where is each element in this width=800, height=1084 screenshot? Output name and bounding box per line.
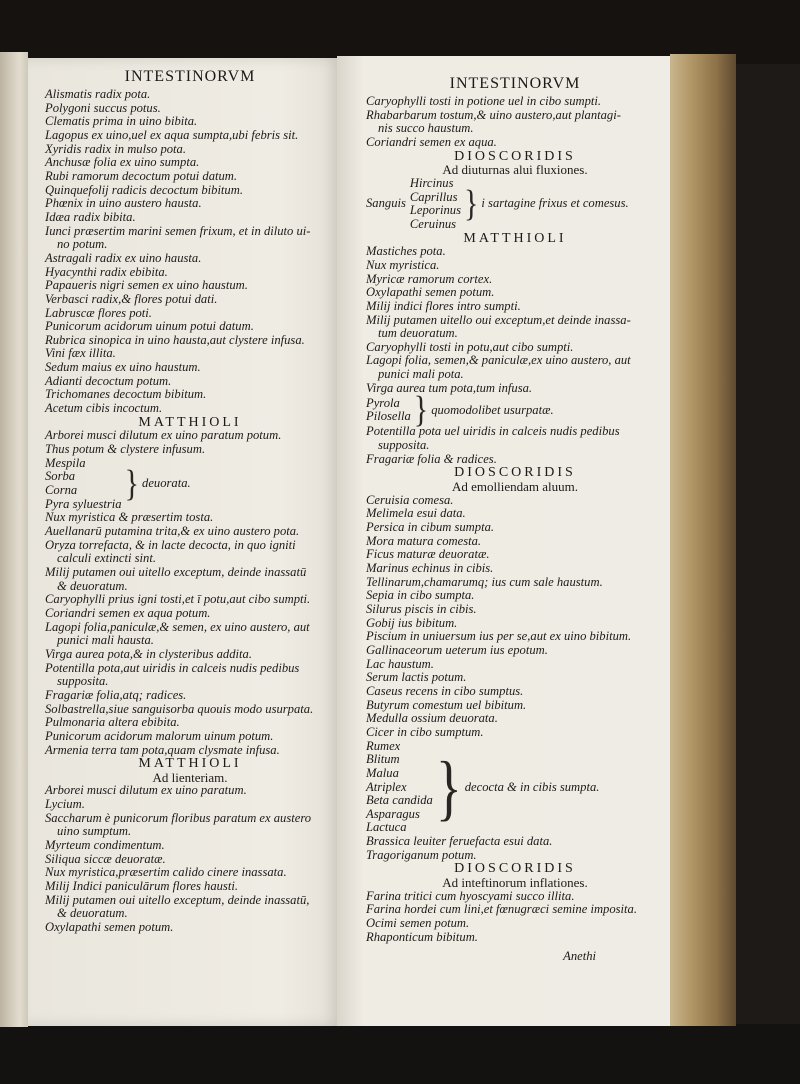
text-line: Punicorum acidorum malorum uinum potum. <box>45 728 274 743</box>
text-line: Fragariæ folia,atq; radices. <box>45 687 187 702</box>
curly-brace-icon: } <box>413 389 429 431</box>
group-items <box>366 740 433 836</box>
section-heading-dioscoridis: DIOSCORIDIS <box>454 148 576 164</box>
running-header-right: INTESTINORVM <box>449 75 581 92</box>
text-line: Quinquefolij radicis decoctum bibitum. <box>45 182 243 197</box>
text-line: Mora matura comesta. <box>366 533 482 548</box>
text-line: Rubi ramorum decoctum potui datum. <box>45 168 238 183</box>
right-list-d <box>366 494 664 740</box>
vegetable-group <box>366 740 664 836</box>
background-bottom <box>0 1024 800 1084</box>
text-line: Astragali radix ex uino hausta. <box>45 250 202 265</box>
group-item: Atriplex <box>366 779 407 794</box>
text-line: Ocimi semen potum. <box>366 916 470 931</box>
text-line: Trichomanes decoctum bibitum. <box>45 387 207 402</box>
text-line: Virga aurea pota,& in clysteribus addita. <box>45 646 252 661</box>
text-line: Rhabarbarum tostum,& uino austero,aut plantagi- <box>366 107 621 122</box>
text-line: Potentilla pota uel uiridis in calceis nudis pedibus <box>366 424 620 439</box>
group-items <box>45 457 122 512</box>
text-line: Clematis prima in uino bibita. <box>45 114 198 129</box>
text-line: Idæa radix bibita. <box>45 209 136 224</box>
text-line: supposita. <box>57 674 109 689</box>
text-line: Virga aurea tum pota,tum infusa. <box>366 380 533 395</box>
group-item: Asparagus <box>366 806 420 821</box>
book-fore-edge <box>670 54 736 1026</box>
group-item: Caprillus <box>409 189 458 204</box>
left-list-b <box>45 429 335 456</box>
text-line: Pulmonaria altera ebibita. <box>45 715 180 730</box>
text-line: Sepia in cibo sumpta. <box>366 588 475 603</box>
group-note: decocta & in cibis sumpta. <box>464 779 600 794</box>
text-line: Gallinaceorum ueterum ius epotum. <box>366 642 548 657</box>
text-line: Coriandri semen ex aqua. <box>366 134 497 149</box>
group-note: i sartagine frixus et comesus. <box>481 196 629 211</box>
text-line: Marinus echinus in cibis. <box>366 561 494 575</box>
text-line: tum deuoratum. <box>378 326 458 341</box>
text-line: Ceruisia comesa. <box>366 492 454 507</box>
group-item: Ceruinus <box>409 216 457 231</box>
right-column <box>366 75 664 964</box>
group-item: Beta candida <box>366 793 433 808</box>
text-line: Caryophylli tosti in potu,aut cibo sumpti. <box>366 339 574 354</box>
right-list-b <box>366 245 664 395</box>
text-line: Mastiches pota. <box>366 244 446 259</box>
section-heading-dioscoridis-3: DIOSCORIDIS <box>454 861 576 877</box>
text-line: Melimela esui data. <box>366 506 466 521</box>
subheading-lienteria: Ad lienteriam. <box>152 769 228 785</box>
text-line: Caryophylli tosti in potione uel in cibo sumpti. <box>366 94 602 108</box>
text-line: Myricæ ramorum cortex. <box>366 271 493 286</box>
group-item: Blitum <box>366 752 400 767</box>
text-line: Saccharum è punicorum floribus paratum ex austero <box>45 810 312 825</box>
curly-brace-icon: } <box>435 746 462 828</box>
text-line: Arborei musci dilutum ex uino paratum potum. <box>45 428 282 443</box>
text-line: Butyrum comestum uel bibitum. <box>366 697 527 712</box>
text-line: no potum. <box>57 237 108 252</box>
group-item: Hircinus <box>409 175 454 190</box>
curly-brace-icon: } <box>463 183 479 225</box>
text-line: Coriandri semen ex aqua potum. <box>45 605 211 620</box>
text-line: Caseus recens in cibo sumptus. <box>366 683 524 698</box>
group-item: Pilosella <box>366 409 411 424</box>
text-line: calculi extincti sint. <box>57 551 156 566</box>
text-line: Milij putamen uitello oui exceptum,et deinde inassa- <box>366 312 631 327</box>
text-line: Serum lactis potum. <box>366 670 467 685</box>
text-line: Persica in cibum sumpta. <box>366 520 495 535</box>
text-line: Lagopus ex uino,uel ex aqua sumpta,ubi febris sit. <box>45 127 299 142</box>
text-line: punici mali hausta. <box>57 633 154 648</box>
text-line: Milij Indici paniculārum flores hausti. <box>45 879 238 894</box>
group-prefix: Sanguis <box>366 196 406 211</box>
text-line: Brassica leuiter feruefacta esui data. <box>366 834 553 849</box>
text-line: Alismatis radix pota. <box>45 87 151 101</box>
text-line: punici mali pota. <box>378 367 464 382</box>
text-line: Adianti decoctum potum. <box>45 373 172 388</box>
group-item: Pyra syluestria <box>45 496 122 511</box>
text-line: Gobij ius bibitum. <box>366 615 458 630</box>
right-list-a <box>366 95 664 150</box>
catchword: Anethi <box>563 949 596 964</box>
right-list-f <box>366 890 664 945</box>
text-line: Tellinarum,chamarumq; ius cum sale haustum. <box>366 574 603 589</box>
text-line: Acetum cibis incoctum. <box>45 401 163 416</box>
text-line: Tragoriganum potum. <box>366 847 477 862</box>
text-line: Farina tritici cum hyoscyami succo illita. <box>366 888 575 903</box>
section-heading-matthioli-2: MATTHIOLI <box>138 756 242 772</box>
text-line: Iunci præsertim marini semen frixum, et in diluto ui- <box>45 223 311 238</box>
text-line: Ficus maturæ deuoratæ. <box>366 547 490 562</box>
group-item: Pyrola <box>366 395 400 410</box>
text-line: Lagopi folia, semen,& paniculæ,ex uino austero, aut <box>366 353 631 368</box>
text-line: Nux myristica. <box>366 257 440 272</box>
text-line: Oxylapathi semen potum. <box>366 285 495 300</box>
group-item: Malua <box>366 765 399 780</box>
herb-group <box>366 389 664 431</box>
text-line: Oxylapathi semen potum. <box>45 920 174 935</box>
group-items <box>366 397 411 424</box>
fruit-group <box>45 457 335 512</box>
group-note: deuorata. <box>142 476 191 491</box>
text-line: Anchusæ folia ex uino sumpta. <box>45 155 200 170</box>
group-item: Lactuca <box>366 820 407 835</box>
text-line: Fragariæ folia & radices. <box>366 451 497 466</box>
left-column <box>45 68 335 935</box>
text-line: Siliqua siccæ deuoratæ. <box>45 851 166 866</box>
text-line: Phœnix in uino austero hausta. <box>45 196 202 211</box>
left-list-c <box>45 511 335 757</box>
text-line: Rubrica sinopica in uino hausta,aut clystere infusa. <box>45 332 305 347</box>
text-line: Hyacynthi radix ebibita. <box>45 264 168 279</box>
text-line: Rhaponticum bibitum. <box>366 929 478 944</box>
text-line: Oryza torrefacta, & in lacte decocta, in quo igniti <box>45 537 296 552</box>
text-line: Nux myristica,præsertim calido cinere inassata. <box>45 865 287 880</box>
text-line: supposita. <box>378 438 430 453</box>
text-line: Solbastrella,siue sanguisorba quouis modo usurpata. <box>45 701 314 716</box>
text-line: Polygoni succus potus. <box>45 100 161 115</box>
text-line: uino sumptum. <box>57 824 132 839</box>
text-line: Armenia terra tam pota,quam clysmate infusa. <box>45 742 280 757</box>
text-line: Xyridis radix in mulso pota. <box>45 141 186 156</box>
group-items <box>410 177 461 232</box>
left-list-a <box>45 88 335 416</box>
curly-brace-icon: } <box>124 462 140 505</box>
text-line: Silurus piscis in cibis. <box>366 601 477 616</box>
group-note: quomodolibet usurpatæ. <box>431 402 554 417</box>
group-item: Rumex <box>366 738 401 753</box>
text-line: Verbasci radix,& flores potui dati. <box>45 291 218 306</box>
group-item: Mespila <box>45 455 86 470</box>
text-line: Nux myristica & præsertim tosta. <box>45 510 214 525</box>
text-line: Labruscæ flores poti. <box>45 305 152 320</box>
text-line: Farina hordei cum lini,et fœnugræci semine imposita. <box>366 902 637 917</box>
text-line: Caryophylli prius igni tosti,et ī potu,aut cibo sumpti. <box>45 592 311 607</box>
group-item: Leporinus <box>409 203 461 218</box>
text-line: Lac haustum. <box>366 656 434 671</box>
text-line: Milij putamen oui uitello exceptum, deinde inassatū, <box>45 892 310 907</box>
text-line: Lagopi folia,paniculæ,& semen, ex uino austero, aut <box>45 619 310 634</box>
section-heading-matthioli-right: MATTHIOLI <box>463 230 567 246</box>
left-list-d <box>45 784 335 934</box>
text-line: Piscium in uniuersum ius per se,aut ex uino bibitum. <box>366 629 632 644</box>
text-line: & deuoratum. <box>57 906 128 921</box>
group-item: Corna <box>45 483 78 498</box>
text-line: Potentilla pota,aut uiridis in calceis nudis pedibus <box>45 660 300 675</box>
text-line: nis succo haustum. <box>378 121 474 136</box>
text-line: Arborei musci dilutum ex uino paratum. <box>45 783 247 798</box>
text-line: Milij putamen oui uitello exceptum, deinde inassatū <box>45 564 307 579</box>
text-line: Myrteum condimentum. <box>45 838 165 853</box>
text-line: Sedum maius ex uino haustum. <box>45 360 201 375</box>
text-line: Lycium. <box>45 797 85 812</box>
text-line: Medulla ossium deuorata. <box>366 711 498 726</box>
blood-group <box>366 177 664 232</box>
subheading-inflationes: Ad inteftinorum inflationes. <box>442 875 588 891</box>
subheading-emolliendam: Ad emolliendam aluum. <box>451 479 578 495</box>
text-line: & deuoratum. <box>57 578 128 593</box>
text-line: Milij indici flores intro sumpti. <box>366 298 521 313</box>
text-line: Cicer in cibo sumptum. <box>366 724 484 739</box>
previous-page-edge <box>0 52 28 1027</box>
section-heading-dioscoridis-2: DIOSCORIDIS <box>454 465 576 481</box>
right-list-e <box>366 835 664 862</box>
text-line: Auellanarū putamina trita,& ex uino austero pota. <box>45 524 300 538</box>
text-line: Thus potum & clystere infusum. <box>45 442 206 457</box>
section-heading-matthioli: MATTHIOLI <box>138 414 242 430</box>
right-list-c <box>366 425 664 466</box>
text-line: Papaueris nigri semen ex uino haustum. <box>45 278 248 293</box>
subheading-fluxiones: Ad diuturnas alui fluxiones. <box>442 162 588 178</box>
text-line: Vini fæx illita. <box>45 346 116 361</box>
running-header-left: INTESTINORVM <box>124 68 256 85</box>
text-line: Punicorum acidorum uinum potui datum. <box>45 319 254 334</box>
group-item: Sorba <box>45 469 76 484</box>
